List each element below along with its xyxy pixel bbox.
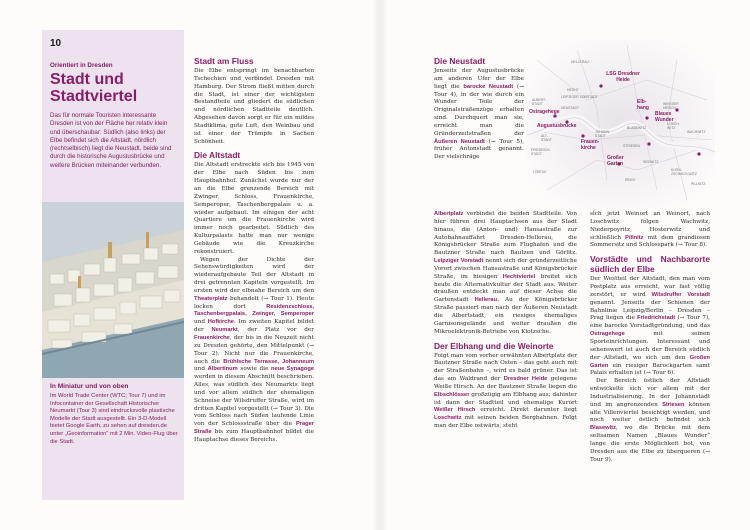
title-line-1: Stadt und (50, 71, 124, 88)
highlight-term: Albertplatz (434, 211, 464, 217)
text-run: gelegene Weiße Hirsch. An der Bautzner Straße liegen die (434, 376, 577, 390)
highlight-term: Frauenkirche (194, 335, 230, 341)
map-label-heide: LSG Dresdner Heide (606, 71, 640, 83)
highlight-term: Ostragehege (590, 331, 625, 338)
text-run: breitet sich heute die Alternativkultur der Stadt aus. Weiter draußen entdeckt man auf dieser Achse die Gartenstadt (434, 273, 578, 304)
text-run: , wo die Brücke mit dem seltsamen Namen „Blaues Wunder“ lange die erste Möglichkeit bot, von Dresden aus die Elbe zu überqueren (→ Tour 9). (590, 425, 710, 463)
text-run: großzügig am Elbhang aus; dahinter ist dann der Stadtteil und ehemalige Kurort (434, 391, 577, 406)
text-run: mit seinen beiden Bergbahnen. Folgt man der Elbe ostwärts, steht (434, 415, 577, 430)
heading-neustadt: Die Neustadt (434, 56, 486, 66)
highlight-term: Wilsdruffer Vorstadt (651, 291, 710, 298)
highlight-term: neue Synagoge (271, 366, 314, 373)
paragraph: Die Elbe entspringt im benachbarten Tschechien und verbindet Dresden mit Hamburg. Der Strom fließt mitten durch die Stadt, ist einer der wichtigsten Bestandteile und gliedert die südlichen und nördlichen Stadtteile deutlich. Abgesehen davon sorgt er für ein mildes Stadtklima, gute Luft, den Weinbau und ist einer der Trümpfe in Sachen Schönheit. (194, 68, 314, 145)
map-label-loschwitz: LOSCH-WITZ (667, 122, 680, 130)
map-label-frauenkirche: Frauen-kirche (581, 139, 600, 151)
map-label-kleinzschachwitz: KLEIN-ZSCHACH-WITZ (671, 168, 697, 176)
highlight-term: Hechtviertel (502, 273, 536, 280)
text-run: mit seinen Sporteinrichtungen. Interessant und sehenswert ist auch der Bereich südlich der Altstadt, wo sich um den (590, 331, 710, 361)
text-run: sowie die (237, 366, 272, 373)
map-label-hecht: HECHT (567, 88, 579, 92)
highlight-term: Brühlsche Terrasse, Johanneum (223, 358, 315, 365)
text-run: . Au der Königsbrücker Straße passiert man nach der Äußeren Neustadt die Albertstadt, ein riesiges ehemaliges Garnisonsgelände und weiter draußen die Mikroelektronik-Betriebe von Klotzsche. (434, 297, 578, 335)
text-run: sich jetzt Weinort an Weinort, nach Loschwitz folgen Wachwitz, Niederpoyritz, Hosterwitz und schließlich (590, 211, 710, 241)
map-label-leipziger-vorstadt: LEIPZIGER VORSTADT (561, 95, 598, 99)
map-label-albertstadt: ALBERT-STADT (532, 98, 547, 106)
title-line-2: Stadtviertel (50, 88, 138, 105)
map-label-blaues-wunder: Blaues Wunder (655, 111, 674, 123)
highlight-term: Friedrichstadt (637, 315, 676, 322)
heading-vorstaedte: Vorstädte und Nachbarorte südlich der Elbe (590, 254, 710, 275)
page-title (50, 71, 180, 105)
text-run: ein riesiger Barockgarten samt Palais erhalten ist (→ Tour 6). (590, 362, 710, 377)
paragraph (434, 211, 577, 337)
text-run: mit dem grandiosen Sommersitz und Schlosspark (→ Tour 8). (590, 234, 710, 249)
text-run: und (194, 366, 208, 373)
map-label-blasewitz: BLASEWITZ (627, 126, 647, 130)
highlight-term: Weißer Hirsch (434, 407, 476, 414)
text-run: (→ Tour 5), früher Antonstadt genannt. Der vielschräge (434, 138, 524, 161)
text-column-3 (590, 211, 710, 464)
map-label-loebtau: LÖBTAU (533, 170, 547, 174)
highlight-term: barocke Neustadt (463, 83, 514, 90)
paragraph (434, 68, 524, 162)
paragraph (590, 211, 710, 250)
text-run: (→ Tour 4), in der wie durch ein Wunder Teile der Originalstraßenzüge erhalten sind. Durchquert man sie, erreicht man die Gründerzeitstraßen der (434, 83, 525, 137)
text-run: Der Bereich östlich der Altstadt entwickelte sich vor allem mit der Industrialisierung. In der Johannstadt und im angrenzenden (590, 378, 710, 408)
text-run: . Im zweiten Kapitel bildet der (194, 319, 314, 334)
map-label-neustadt: NEUSTADT (561, 106, 580, 110)
highlight-term: Albertinum (207, 366, 238, 373)
text-run: (→ Tour 7), eine barocke Vorstadtgründung, und das (590, 315, 710, 330)
caption-text: Im World Trade Center (WTC; Tour 7) und im Infocontainer der Gesellschaft Historischer Neumarkt (Tour 3) sind eindrucksvolle plastische Modelle der Stadt ausgestellt. Ein 3-D-Modell bietet Google Earth, zu sehen auf dresden.de unter „Geoinformation“ mit 2 Min. Video-Flug über die Stadt. (50, 393, 178, 445)
highlight-term: Neumarkt (211, 327, 238, 334)
highlight-term: Elbschlösser (434, 391, 470, 398)
map-label-friedrichstadt: FRIEDRICH-STADT (531, 148, 551, 156)
heading-stadt-am-fluss: Stadt am Fluss (194, 56, 254, 66)
text-run: behandelt (→ Tour 1). Heute locken dort (194, 295, 314, 310)
map-label-weisser-hirsch: WEISSER HIRSCH (663, 102, 679, 110)
map-label-reick: REICK (625, 178, 636, 182)
text-run: verbindet die beiden Stadtteile. Von hier führen drei Hauptachsen aus der Stadt hinaus, die (Anton- und) Hansastraße zur Autobahnauffahrt Dresden-Hellerau, die Königsbrücker Straße zum Flughafen und die Bautzner Straße nach Bautzen und Görlitz. (434, 211, 577, 257)
map-label-striesen: STRIESEN (623, 144, 640, 148)
text-run: Jenseits der Augustusbrücke am anderen Ufer der Elbe liegt die (434, 68, 524, 90)
highlight-term: Äußeren Neustadt (434, 138, 485, 145)
text-column-2-top (434, 56, 524, 68)
text-run: , der bis in die Neuzeit nicht zu Dresden gehörte, den Mittelpunkt (→ Tour 2). Nicht nur die Frauenkirche, auch die (194, 335, 314, 365)
text-run: und (194, 319, 208, 326)
highlight-term: Leipziger Vorstadt (434, 258, 484, 265)
city-overview-map (527, 40, 715, 208)
highlight-term: Theaterplatz (194, 295, 228, 302)
city-model-photo (42, 202, 184, 378)
highlight-term: Residenzschloss, Taschenbergpalais, Zwinger, Semperoper (194, 303, 314, 318)
highlight-term: Striesen (662, 401, 685, 408)
map-label-augustusbruecke: Augustusbrücke (537, 123, 577, 129)
page-fold-shadow (372, 0, 388, 530)
text-run: Wegen der Dichte der Sehenswürdigkeiten wird der wiederaufgebaute Teil der Altstadt in drei getrennten Kapiteln vorgestellt. Im ersten wird der elbnahe Bereich um den (194, 256, 314, 294)
paragraph (590, 378, 710, 464)
section-kicker: Orientiert in Dresden (50, 62, 113, 69)
map-label-elbhang: Elb-hang (637, 99, 649, 111)
heading-elbhang: Der Elbhang und die Weinorte (434, 340, 554, 351)
heading-altstadt: Die Altstadt (194, 150, 241, 161)
text-run: erreicht. Direkt darunter liegt (475, 407, 578, 414)
text-run: Folgt man vom vorher erwähnten Albertplatz der Bautzner Straße nach Osten – das geht auch mit der Straßenbahn –, wird es bald grüner. Das ist das am Waldrand der (434, 352, 577, 383)
text-run: nennt sich der gründerzeitliche Vorort zwischen Hansastraße und Königsbrücker Straße, im hiesigen (434, 258, 577, 280)
city-model-image (42, 202, 184, 378)
map-label-johannstadt: JOHANN-STADT (595, 130, 611, 138)
paragraph (434, 353, 577, 431)
map-label-altstadt: ALT-STADT (541, 134, 552, 142)
page-number: 10 (50, 38, 62, 49)
map-label-seidnitz: SEIDNITZ (643, 160, 659, 164)
text-column-1 (194, 56, 314, 445)
highlight-term: Hellerau (474, 297, 498, 304)
text-column-2-lower (434, 211, 577, 431)
text-run: können alte Villenviertel besichtigt werden, und noch weiter östlich befindet sich (590, 401, 710, 424)
map-label-wachwitz: WACHWITZ (687, 130, 706, 134)
map-label-pillnitz: PILLNITZ (691, 182, 706, 186)
highlight-term: Dresdner Heide (503, 376, 548, 383)
highlight-term: Großen Garten (590, 354, 710, 369)
text-run: bis zum Hauptbahnhof bildet die Hauptachse dieses Bereichs. (194, 429, 314, 443)
caption-heading: In Miniatur und von oben (50, 383, 129, 390)
text-run: werden in diesem Abschnitt beschrieben. Alles, was südlich des Neumarkts liegt und vor allem südlich der ehemaligen Schneise der Wilsdruffer Straße, wird im dritten Kapitel vorgestellt (→ Tour 3). Die vom Schloss nach Süden laufende Linie von der Schlossstraße über die (194, 374, 314, 428)
highlight-term: Prager Straße (194, 421, 314, 436)
highlight-term: Hofkirche (207, 319, 234, 326)
text-column-2-narrow (434, 68, 524, 162)
text-run: Der Westteil der Altstadt, den man vom Postplatz aus erreicht, war fast völlig zerstört, er wird (590, 276, 710, 298)
paragraph: Die Altstadt erstreckte sich bis 1945 von der Elbe nach Süden bis zum Hauptbahnhof. Zunächst wurde nur der an die Elbe grenzende Bereich mit Zwinger, Schloss, Frauenkirche, Semperoper, Taschenbergpalais u. a. wieder aufgebaut. Im einigen der acht Quartiere um die Frauenkirche wird immer noch gearbeitet. Südlich des Kulturpalasts hatte man nur wenige Gebäude wie die Kreuzkirche rekonstruiert. (194, 162, 314, 255)
text-run: , der Platz vor der (237, 327, 314, 334)
text-run: genannt. Jenseits der Schienen der Bahnlinie Leipzig/Berlin – Dresden – Prag liegen die (590, 299, 710, 322)
intro-text: Das für normale Touristen interessante Dresden ist von der Fläche her relativ klein und überschaubar: Südlich (also links) der Elbe befindet sich die Altstadt, nördlich (rechtselbisch) liegt die Neustadt, beide sind durch die historische Augustusbrücke und weitere Brücken miteinander verbunden. (50, 112, 172, 169)
highlight-term: Pillnitz (625, 234, 644, 241)
highlight-term: Blasewitz (590, 425, 616, 432)
map-label-ostragehege: Ostragehege (529, 109, 560, 115)
highlight-term: Loschwitz (434, 415, 462, 422)
paragraph (194, 257, 314, 445)
map-label-hellerau: HELLERAU (571, 60, 589, 64)
paragraph (590, 276, 710, 378)
map-label-grosser-garten: Großer Garten (607, 155, 624, 167)
